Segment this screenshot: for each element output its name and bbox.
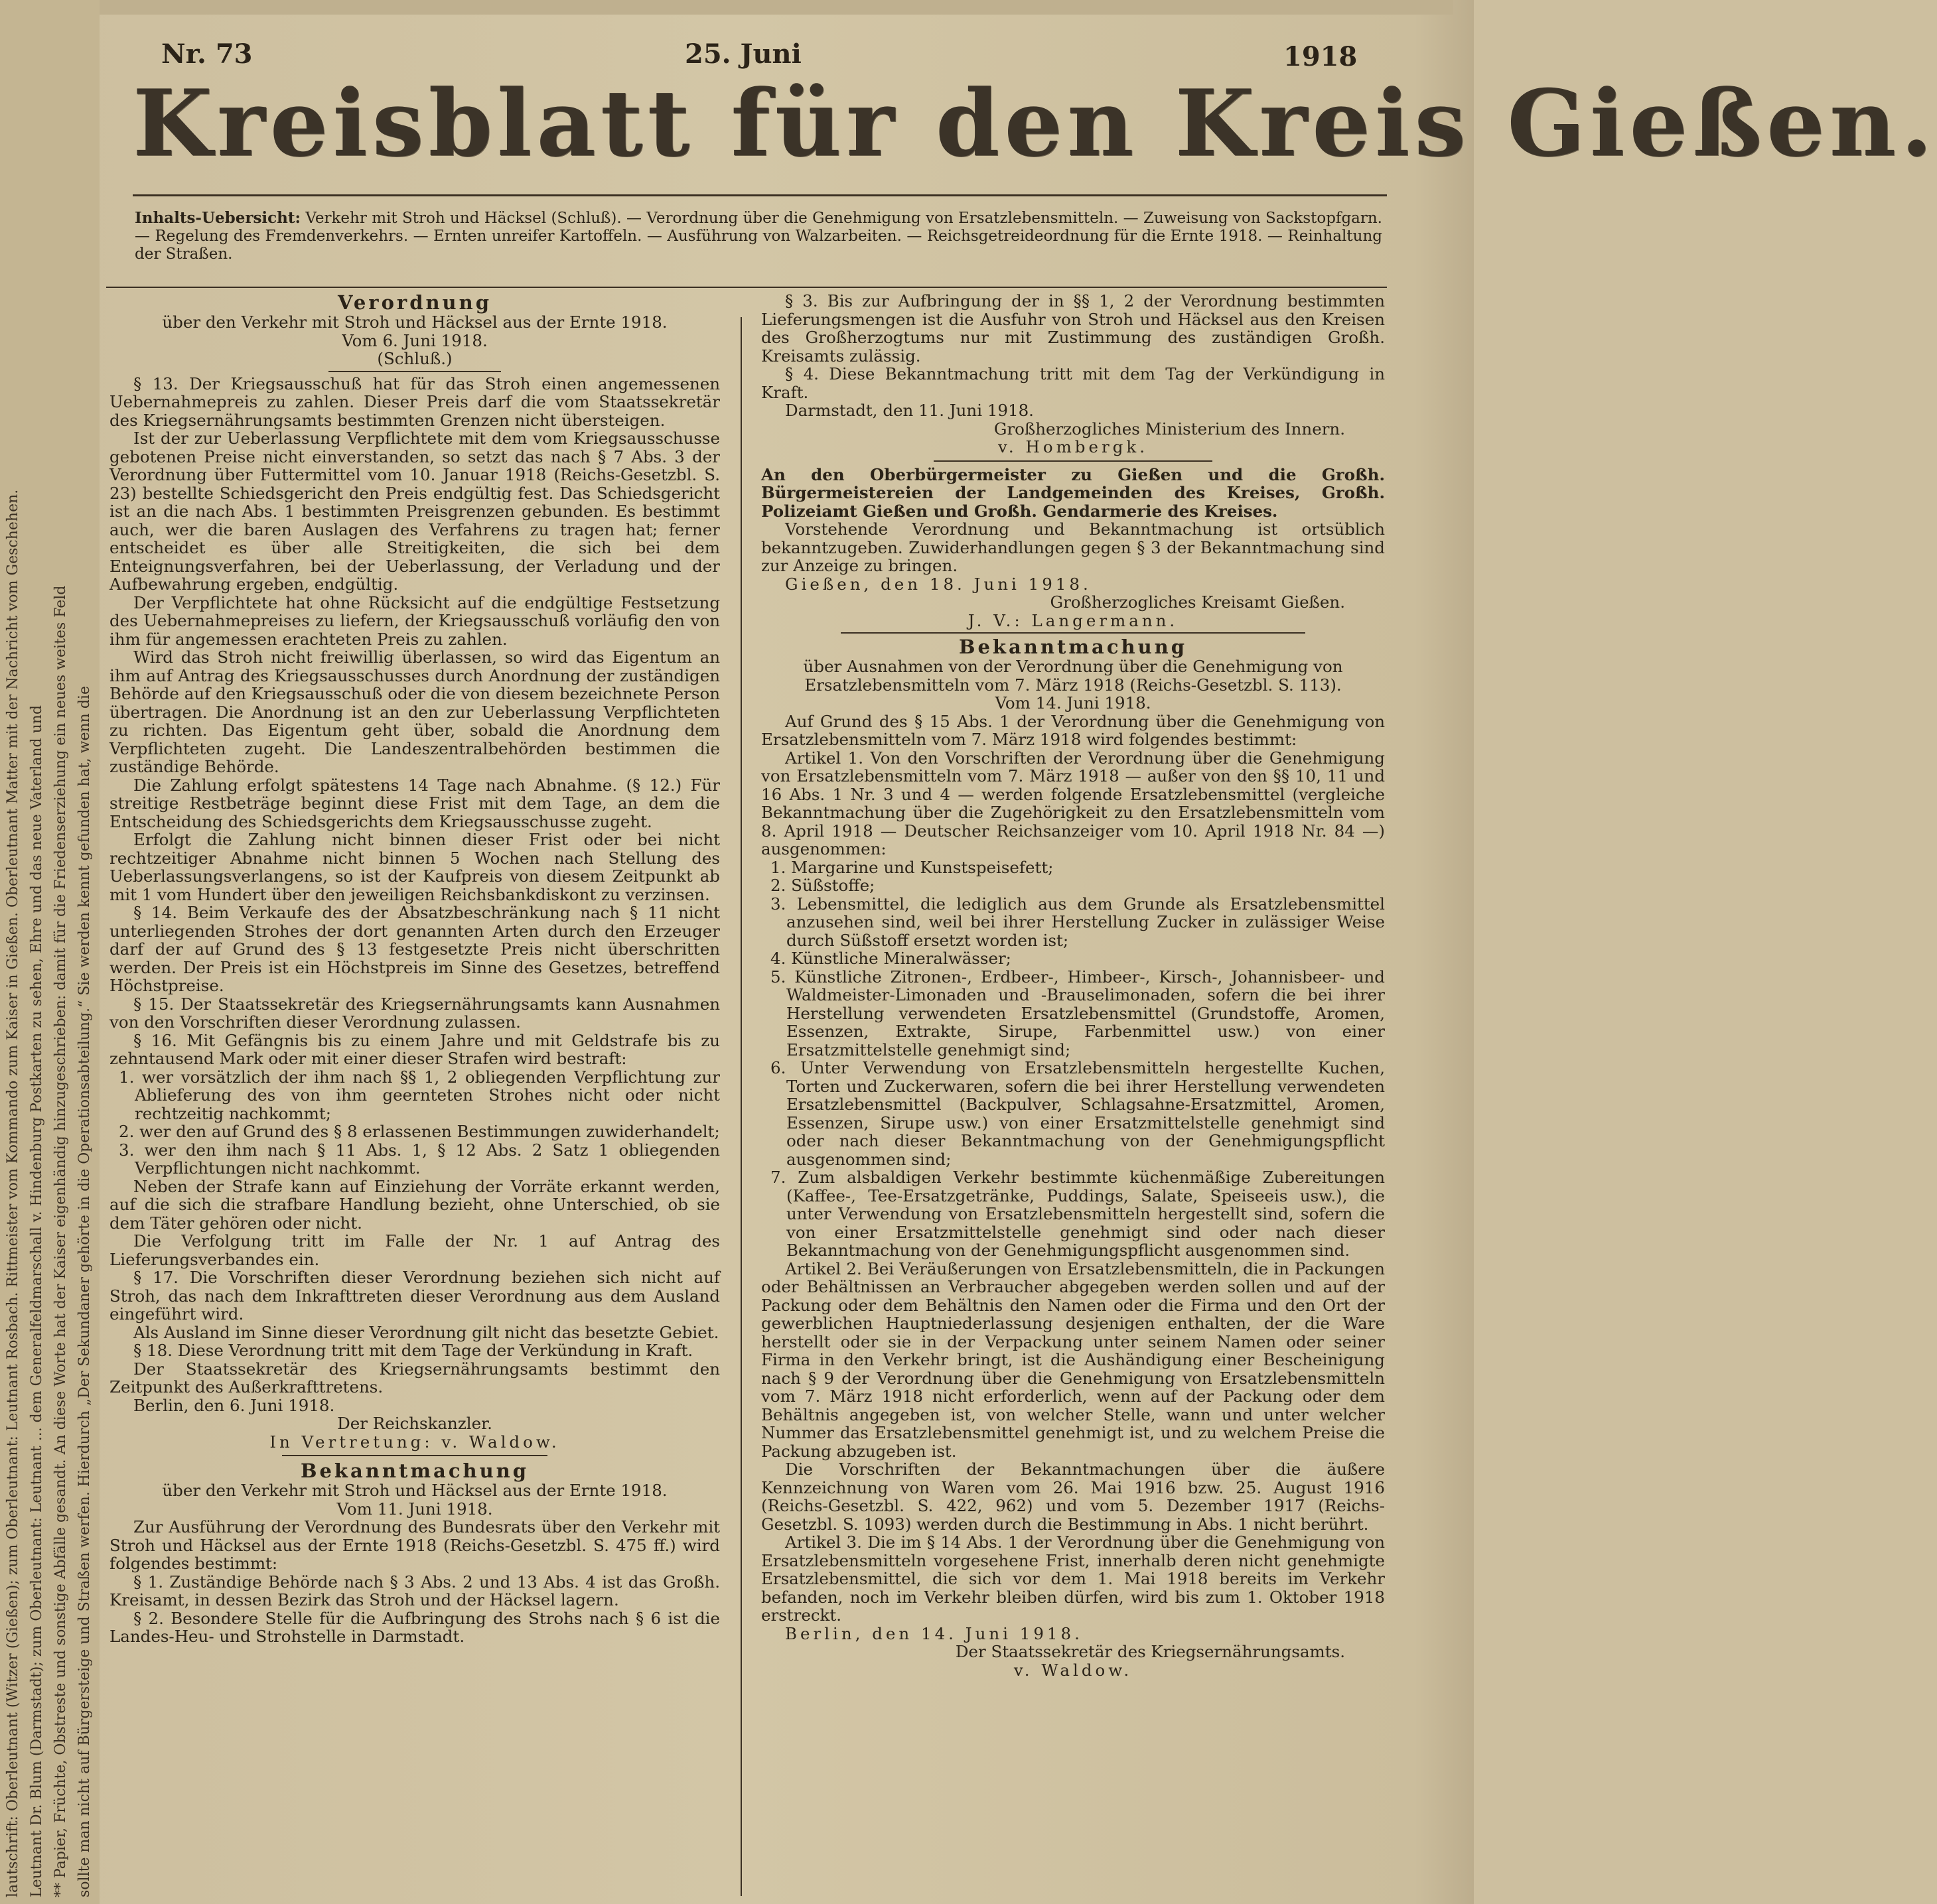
signature: Großherzogliches Kreisamt Gießen. xyxy=(1050,592,1345,612)
section-divider xyxy=(328,371,501,372)
table-of-contents xyxy=(135,209,1382,282)
section-subtitle: über den Verkehr mit Stroh und Häcksel aus der Ernte 1918. xyxy=(162,312,668,332)
signature: v. Hombergk. xyxy=(997,437,1149,456)
signature: Der Staatssekretär des Kriegsernährungsamts. xyxy=(955,1642,1345,1661)
paragraph: § 14. Beim Verkaufe des der Absatzbeschränkung nach § 11 nicht unterliegenden Strohes der dort genannten Arten durch den Erzeuger darf der auf Grund des § 13 festgesetzte Preis nicht überschritten werden. Der Preis ist ein Höchstpreis im Sinne des Gesetzes, betreffend Höchstpreise. xyxy=(109,903,720,995)
margin-line: sollte man nicht auf Bürgersteige und Straßen werfen. Hierdurch „Der Sekundaner gehörte in die Operationsabteilung.“ Sie werden kennt gefunden hat, wenn die xyxy=(76,686,93,1897)
list-item: 7. Zum alsbaldigen Verkehr bestimmte küchenmäßige Zubereitungen (Kaffee-, Tee-Ersatzgetränke, Puddings, Salate, Speiseeis usw.), die unter Verwendung von Ersatzlebensmitteln hergestellt sind, sofern die von einer Ersatzmittelstelle genehmigt sind oder nach dieser Bekanntmachung von der Genehmigungspflicht ausgenommen sind. xyxy=(770,1168,1385,1260)
contents-label: Inhalts-Uebersicht: xyxy=(135,209,301,227)
list-item: 1. wer vorsätzlich der ihm nach §§ 1, 2 obliegenden Verpflichtung zur Ablieferung des von ihm geernteten Strohes nicht oder nicht rechtzeitig nachkommt; xyxy=(119,1067,720,1123)
paragraph: § 3. Bis zur Aufbringung der in §§ 1, 2 der Verordnung bestimmten Lieferungsmengen ist die Ausfuhr von Stroh und Häcksel aus den Kreisen des Großherzogtums nur mit Zustimmung des zuständigen Großh. Kreisamts zulässig. xyxy=(761,291,1385,366)
paragraph: Die Verfolgung tritt im Falle der Nr. 1 auf Antrag des Lieferungsverbandes ein. xyxy=(109,1231,720,1269)
margin-line: ** Papier, Früchte, Obstreste und sonstige Abfälle gesandt. An diese Worte hat der Kaiser eigenhändig hinzugeschrieben: damit für die Friedenserziehung ein neues weites Feld xyxy=(52,585,69,1897)
paragraph: § 18. Diese Verordnung tritt mit dem Tage der Verkündung in Kraft. xyxy=(133,1341,693,1360)
section-date: Vom 6. Juni 1918. xyxy=(342,330,488,350)
paragraph: § 13. Der Kriegsausschuß hat für das Stroh einen angemessenen Uebernahmepreis zu zahlen. Dieser Preis darf die vom Staatssekretär des Kriegsernährungsamts bestimmten Grenzen nicht übersteigen. xyxy=(109,374,720,430)
list-item: 3. wer den ihm nach § 11 Abs. 1, § 12 Abs. 2 Satz 1 obliegenden Verpflichtungen nicht nachkommt. xyxy=(119,1140,720,1178)
section-heading: Bekanntmachung xyxy=(958,636,1188,658)
paragraph: Auf Grund des § 15 Abs. 1 der Verordnung über die Genehmigung von Ersatzlebensmitteln vom 7. März 1918 wird folgendes bestimmt: xyxy=(761,711,1385,749)
paragraph: Als Ausland im Sinne dieser Verordnung gilt nicht das besetzte Gebiet. xyxy=(133,1322,719,1342)
section-date: Vom 14. Juni 1918. xyxy=(995,693,1151,713)
column-divider xyxy=(741,317,742,1896)
place-date: Berlin, den 6. Juni 1918. xyxy=(133,1395,335,1415)
paragraph: § 2. Besondere Stelle für die Aufbringung des Strohs nach § 6 ist die Landes-Heu- und Strohstelle in Darmstadt. xyxy=(109,1608,720,1646)
place-date: Gießen, den 18. Juni 1918. xyxy=(785,574,1092,594)
paragraph: Vorstehende Verordnung und Bekanntmachung ist ortsüblich bekanntzugeben. Zuwiderhandlungen gegen § 3 der Bekanntmachung sind zur Anzeige zu bringen. xyxy=(761,519,1385,575)
paragraph: Erfolgt die Zahlung nicht binnen dieser Frist oder bei nicht rechtzeitiger Abnahme nicht binnen 5 Wochen nach Stellung des Ueberlassungsverlangens, so ist der Kaufpreis von diesem Zeitpunkt ab mit 1 vom Hundert über den jeweiligen Reichsbankdiskont zu verzinsen. xyxy=(109,830,720,904)
contents-rule xyxy=(106,287,1387,288)
list-item: 1. Margarine und Kunstspeisefett; xyxy=(770,857,1054,877)
paragraph: Zur Ausführung der Verordnung des Bundesrats über den Verkehr mit Stroh und Häcksel aus der Ernte 1918 (Reichs-Gesetzbl. S. 475 ff.) wird folgendes bestimmt: xyxy=(109,1517,720,1573)
paragraph: Wird das Stroh nicht freiwillig überlassen, so wird das Eigentum an ihm auf Antrag des Kriegsausschusses durch Anordnung der zuständigen Behörde auf den Kriegsausschuß oder die von diesem bezeichnete Person übertragen. Die Anordnung ist an den zur Ueberlassung Verpflichteten zu richten. Das Eigentum geht über, sobald die Anordnung dem Verpflichteten zugeht. Die Landeszentralbehörden bestimmen die zuständige Behörde. xyxy=(109,647,720,776)
list-item: 2. Süßstoffe; xyxy=(770,876,875,895)
paragraph: Artikel 2. Bei Veräußerungen von Ersatzlebensmitteln, die in Packungen oder Behältnissen an Verbraucher abgegeben werden sollen und auf der Packung oder dem Behältnis den Namen oder die Firma und den Ort der gewerblichen Hauptniederlassung desjenigen enthalten, der die Ware herstellt oder sie in der Verpackung unter seinem Namen oder seiner Firma in den Verkehr bringt, ist die Aushändigung einer Bescheinigung nach § 9 der Verordnung über die Genehmigung von Ersatzlebensmitteln vom 7. März 1918 nicht erforderlich, wenn auf der Packung oder dem Behältnis angegeben ist, von welcher Stelle, wann und unter welcher Nummer das Ersatzlebensmittel genehmigt ist, und zu welchem Preise die Packung abzugeben ist. xyxy=(761,1258,1385,1461)
paragraph: § 16. Mit Gefängnis bis zu einem Jahre und mit Geldstrafe bis zu zehntausend Mark oder mit einer dieser Strafen wird bestraft: xyxy=(109,1030,720,1068)
section-heading: Verordnung xyxy=(338,291,492,314)
margin-line: Leutnant Dr. Blum (Darmstadt); zum Oberleutnant: Leutnant ... dem Generalfeldmarschall v. Hindenburg Postkarten zu sehen, Ehre und das neue Vaterland und xyxy=(29,705,45,1897)
paragraph: Artikel 3. Die im § 14 Abs. 1 der Verordnung über die Genehmigung von Ersatzlebensmitteln vorgesehene Frist, innerhalb deren nicht genehmigte Ersatzlebensmittel, die sich vor dem 1. Mai 1918 bereits im Verkehr befanden, noch im Verkehr bleiben dürfen, wird bis zum 1. Oktober 1918 erstreckt. xyxy=(761,1532,1385,1625)
section-subtitle: über Ausnahmen von der Verordnung über die Genehmigung von Ersatzlebensmitteln vom 7. März 1918 (Reichs-Gesetzbl. S. 113). xyxy=(803,657,1343,695)
section-subtitle: über den Verkehr mit Stroh und Häcksel aus der Ernte 1918. xyxy=(162,1481,668,1500)
margin-sideways-text xyxy=(1,0,98,1897)
paragraph: § 4. Diese Bekanntmachung tritt mit dem Tag der Verkündigung in Kraft. xyxy=(761,364,1385,402)
signature: In Vertretung: v. Waldow. xyxy=(269,1432,560,1452)
list-item: 5. Künstliche Zitronen-, Erdbeer-, Himbeer-, Kirsch-, Johannisbeer- und Waldmeister-Limonaden und -Brauselimonaden, sofern die bei ihrer Herstellung verwendeten Ersatzlebensmittel (Grundstoffe, Aromen, Essenzen, Extrakte, Sirupe, Farbenmittel usw.) von einer Ersatzmittelstelle genehmigt sind; xyxy=(770,967,1385,1059)
paragraph: Ist der zur Ueberlassung Verpflichtete mit dem vom Kriegsausschusse gebotenen Preise nicht einverstanden, so setzt das nach § 7 Abs. 3 der Verordnung über Futtermittel vom 10. Januar 1918 (Reichs-Gesetzbl. S. 23) bestellte Schiedsgericht den Preis endgültig fest. Das Schiedsgericht ist an die nach Abs. 1 bestimmten Preisgrenzen gebunden. Es bestimmt auch, wer die baren Auslagen des Verfahrens zu tragen hat; ferner entscheidet es über alle Streitigkeiten, die sich bei dem Enteignungsverfahren, bei der Ueberlassung, der Verladung und der Aufbewahrung ergeben, endgültig. xyxy=(109,429,720,594)
issue-year: 1918 xyxy=(1283,41,1358,72)
section-divider xyxy=(934,460,1212,462)
paragraph: Die Zahlung erfolgt spätestens 14 Tage nach Abnahme. (§ 12.) Für streitige Restbeträge beginnt diese Frist mit dem Tage, an dem die Entscheidung des Schiedsgerichts dem Kriegsausschusse zugeht. xyxy=(109,775,720,831)
contents-text: Verkehr mit Stroh und Häcksel (Schluß). — Verordnung über die Genehmigung von Ersatzlebensmitteln. — Zuweisung von Sackstopfgarn. — Regelung des Fremdenverkehrs. — Ernten unreifer Kartoffeln. — Ausführung von Walzarbeiten. — Reichsgetreideordnung für die Ernte 1918. — Reinhaltung der Straßen. xyxy=(135,210,1382,263)
margin-line: lautschrift: Oberleutnant (Witzer (Gießen); zum Oberleutnant: Leutnant Rosbach. Rittmeister vom Kommando zum Kaiser in Gießen. Oberleutnant Matter mit der Nachricht vom Geschehen. xyxy=(5,489,21,1897)
paragraph: Der Verpflichtete hat ohne Rücksicht auf die endgültige Festsetzung des Uebernahmepreises zu liefern, der Kriegsausschuß vorläufig den von ihm für angemessen erachteten Preis zu zahlen. xyxy=(109,592,720,649)
place-date: Darmstadt, den 11. Juni 1918. xyxy=(785,401,1034,420)
section-date: Vom 11. Juni 1918. xyxy=(336,1499,493,1519)
signature: Großherzogliches Ministerium des Innern. xyxy=(993,419,1345,439)
section-note: (Schluß.) xyxy=(377,349,453,368)
masthead-title: Kreisblatt für den Kreis Gießen. xyxy=(133,69,1937,177)
section-divider xyxy=(282,1455,547,1456)
signature: v. Waldow. xyxy=(1013,1660,1133,1680)
section-heading: Bekanntmachung xyxy=(300,1460,530,1482)
address-heading: An den Oberbürgermeister zu Gießen und die Großh. Bürgermeistereien der Landgemeinden des Kreises, Großh. Polizeiamt Gießen und Großh. Gendarmerie des Kreises. xyxy=(761,464,1385,521)
paragraph: § 1. Zuständige Behörde nach § 3 Abs. 2 und 13 Abs. 4 ist das Großh. Kreisamt, in dessen Bezirk das Stroh und der Häcksel lagern. xyxy=(109,1572,720,1609)
top-edge xyxy=(100,0,1453,15)
list-item: 6. Unter Verwendung von Ersatzlebensmitteln hergestellte Kuchen, Torten und Zuckerwaren, sofern die bei ihrer Herstellung verwendeten Ersatzlebensmittel (Backpulver, Schlagsahne-Ersatzmittel, Aromen, Essenzen, Sirupe usw.) von einer Ersatzmittelstelle genehmigt sind oder nach dieser Bekanntmachung von der Genehmigungspflicht ausgenommen sind; xyxy=(770,1058,1385,1169)
paragraph: Die Vorschriften der Bekanntmachungen über die äußere Kennzeichnung von Waren vom 26. Mai 1916 bzw. 25. August 1916 (Reichs-Gesetzbl. S. 422, 962) und vom 5. Dezember 1917 (Reichs-Gesetzbl. S. 1093) werden durch die Bestimmung in Abs. 1 nicht berührt. xyxy=(761,1460,1385,1534)
paragraph: Neben der Strafe kann auf Einziehung der Vorräte erkannt werden, auf die sich die strafbare Handlung bezieht, ohne Unterschied, ob sie dem Täter gehören oder nicht. xyxy=(109,1176,720,1233)
place-date: Berlin, den 14. Juni 1918. xyxy=(785,1623,1083,1643)
list-item: 4. Künstliche Mineralwässer; xyxy=(770,949,1011,968)
left-column xyxy=(109,292,720,1904)
masthead-rule xyxy=(133,194,1387,196)
paragraph: Der Staatssekretär des Kriegsernährungsamts bestimmt den Zeitpunkt des Außerkrafttretens. xyxy=(109,1359,720,1396)
signature: J. V.: Langermann. xyxy=(968,610,1179,630)
list-item: 3. Lebensmittel, die lediglich aus dem Grunde als Ersatzlebensmittel anzusehen sind, weil bei ihrer Herstellung Zucker in zulässiger Weise durch Süßstoff ersetzt worden ist; xyxy=(770,894,1385,950)
issue-date: 25. Juni xyxy=(685,38,802,70)
margin-column xyxy=(0,0,100,1904)
section-divider xyxy=(841,632,1305,634)
signature: Der Reichskanzler. xyxy=(337,1414,492,1433)
right-column xyxy=(761,292,1385,1904)
paragraph: Artikel 1. Von den Vorschriften der Verordnung über die Genehmigung von Ersatzlebensmitteln vom 7. März 1918 — außer von den §§ 10, 11 und 16 Abs. 1 Nr. 3 und 4 — werden folgende Ersatzlebensmittel (vergleiche Bekanntmachung über die Zugehörigkeit zu den Ersatzlebensmitteln vom 8. April 1918 — Deutscher Reichsanzeiger vom 10. April 1918 Nr. 84 —) ausgenommen: xyxy=(761,748,1385,858)
list-item: 2. wer den auf Grund des § 8 erlassenen Bestimmungen zuwiderhandelt; xyxy=(119,1122,720,1141)
paragraph: § 17. Die Vorschriften dieser Verordnung beziehen sich nicht auf Stroh, das nach dem Inkrafttreten dieser Verordnung aus dem Ausland eingeführt wird. xyxy=(109,1268,720,1324)
paragraph: § 15. Der Staatssekretär des Kriegsernährungsamts kann Ausnahmen von den Vorschriften dieser Verordnung zulassen. xyxy=(109,994,720,1032)
issue-number: Nr. 73 xyxy=(161,38,253,70)
